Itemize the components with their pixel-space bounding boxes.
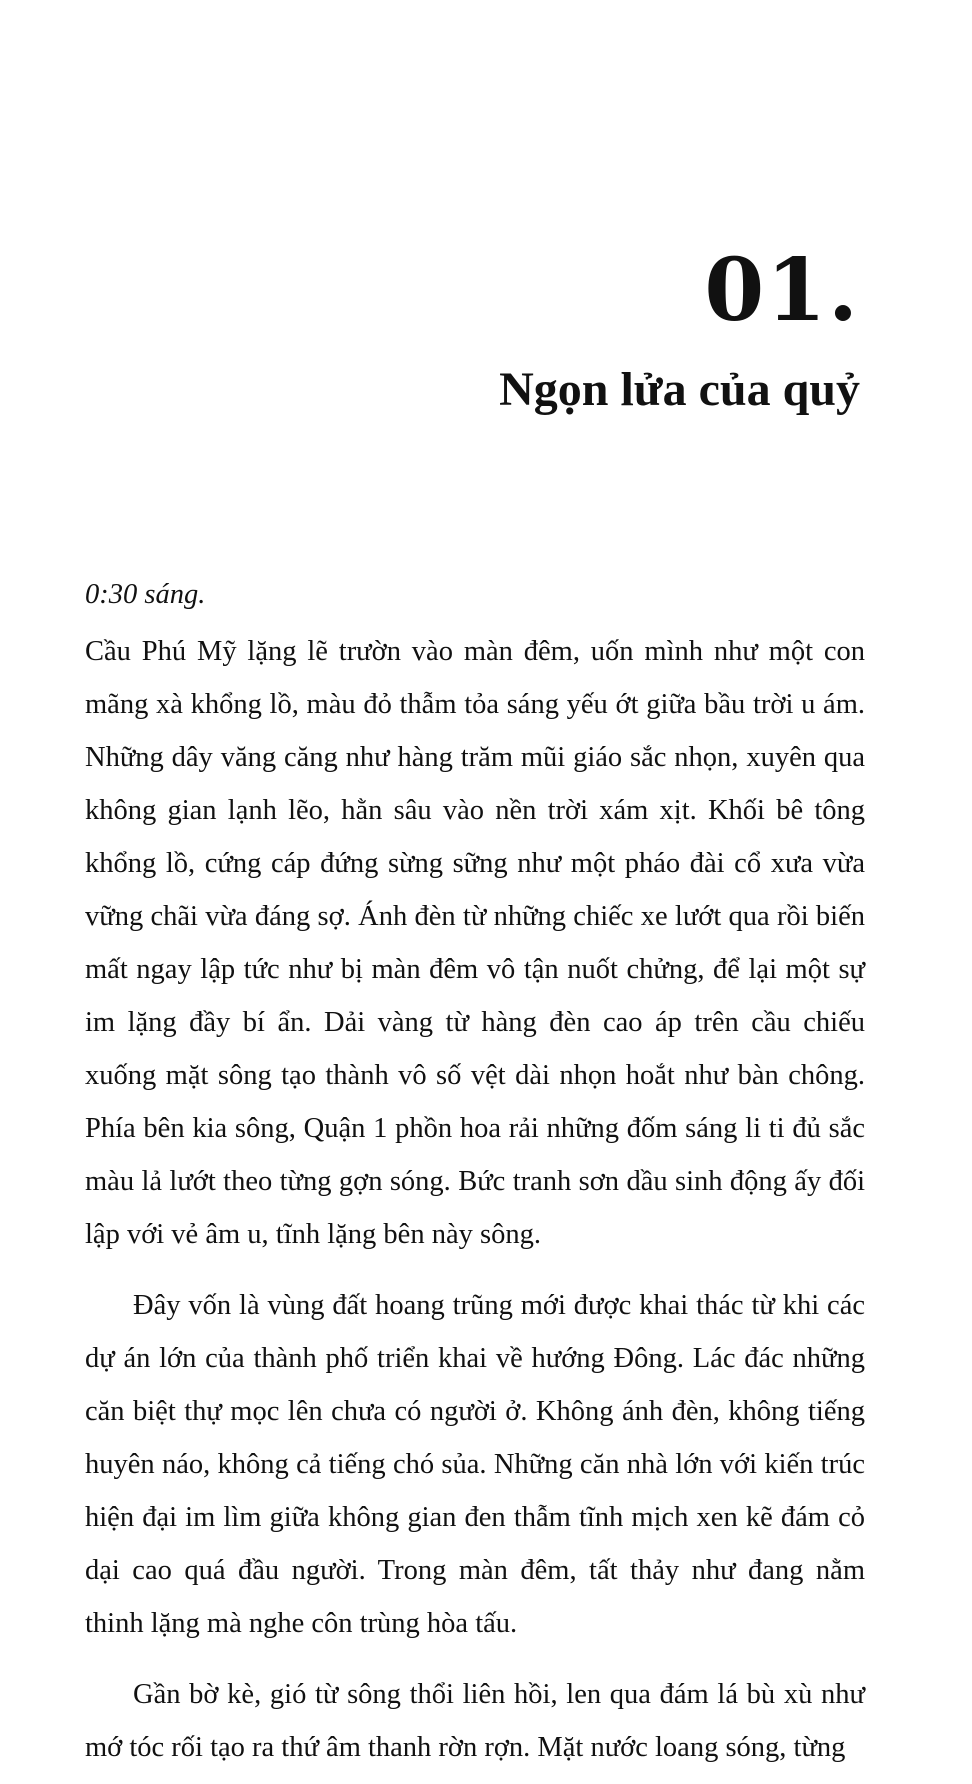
chapter-number: 01. [704,240,860,341]
paragraph-1: Cầu Phú Mỹ lặng lẽ trườn vào màn đêm, uốn mình như một con mãng xà khổng lồ, màu đỏ thẫm tỏa sáng yếu ớt giữa bầu trời u ám. Những dây văng căng như hàng trăm mũi giáo sắc nhọn, xuyên qua không gian lạnh lẽo, hằn sâu vào nền trời xám xịt. Khối bê tông khổng lồ, cứng cáp đứng sừng sững như một pháo đài cổ xưa vừa vững chãi vừa đáng sợ. Ánh đèn từ những chiếc xe lướt qua rồi biến mất ngay lập tức như bị màn đêm vô tận nuốt chửng, để lại một sự im lặng đầy bí ẩn. Dải vàng từ hàng đèn cao áp trên cầu chiếu xuống mặt sông tạo thành vô số vệt dài nhọn hoắt như bàn chông. Phía bên kia sông, Quận 1 phồn hoa rải những đốm sáng li ti đủ sắc màu lả lướt theo từng gợn sóng. Bức tranh sơn dầu sinh động ấy đối lập với vẻ âm u, tĩnh lặng bên này sông. [85,636,865,1250]
chapter-body [85,568,865,1774]
paragraph-3: Gần bờ kè, gió từ sông thổi liên hồi, len qua đám lá bù xù như mớ tóc rối tạo ra thứ âm thanh rờn rợn. Mặt nước loang sóng, từng [85,1679,865,1763]
paragraph-2: Đây vốn là vùng đất hoang trũng mới được khai thác từ khi các dự án lớn của thành phố triển khai về hướng Đông. Lác đác những căn biệt thự mọc lên chưa có người ở. Không ánh đèn, không tiếng huyên náo, không cả tiếng chó sủa. Những căn nhà lớn với kiến trúc hiện đại im lìm giữa không gian đen thẫm tĩnh mịch xen kẽ đám cỏ dại cao quá đầu người. Trong màn đêm, tất thảy như đang nằm thinh lặng mà nghe côn trùng hòa tấu. [85,1290,865,1639]
chapter-title: Ngọn lửa của quỷ [499,363,860,416]
time-label: 0:30 sáng. [85,579,206,610]
